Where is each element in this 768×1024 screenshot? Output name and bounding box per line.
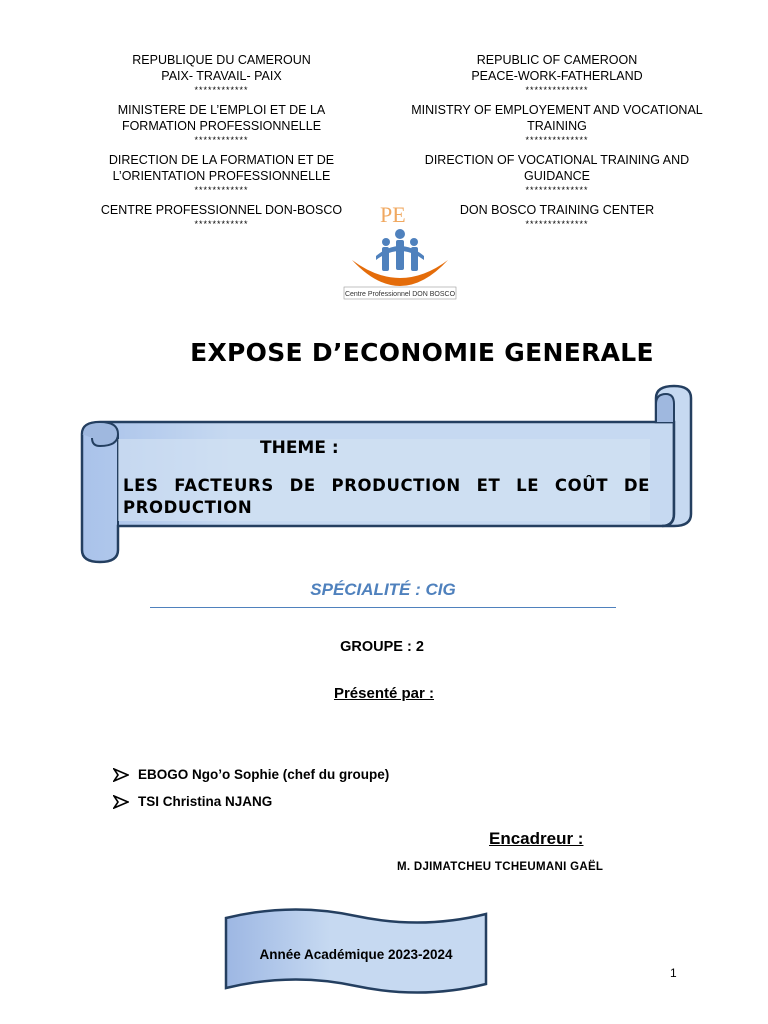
centre-en: DON BOSCO TRAINING CENTER <box>459 203 655 217</box>
centre-fr: CENTRE PROFESSIONNEL DON-BOSCO <box>100 203 343 217</box>
logo-letters: PE <box>380 202 406 227</box>
country-fr: REPUBLIQUE DU CAMEROUN <box>132 53 311 67</box>
specialite-heading: SPÉCIALITÉ : CIG <box>310 580 456 599</box>
page-number: 1 <box>670 966 677 980</box>
separator: ************ <box>194 135 249 145</box>
separator: ************ <box>194 185 249 195</box>
separator: ************ <box>194 219 249 229</box>
motto-fr: PAIX- TRAVAIL- PAIX <box>161 69 282 83</box>
logo-caption: Centre Professionnel DON BOSCO <box>344 291 456 298</box>
list-item <box>113 794 272 809</box>
country-en: REPUBLIC OF CAMEROON <box>476 53 638 67</box>
member-name: TSI Christina NJANG <box>138 794 273 809</box>
separator: ************ <box>194 85 249 95</box>
academic-year-text: Année Académique 2023-2024 <box>259 947 453 962</box>
separator: ************** <box>525 85 589 95</box>
theme-text: LES FACTEURS DE PRODUCTION ET LE COÛT DE PRODUCTION <box>123 476 650 517</box>
ministry-en: MINISTRY OF EMPLOYEMENT AND VOCATIONAL TRAINING <box>411 103 703 133</box>
ministry-fr: MINISTERE DE L’EMPLOI ET DE LA FORMATION PROFESSIONNELLE <box>117 103 326 133</box>
groupe-label: GROUPE : 2 <box>340 639 424 655</box>
don-bosco-logo <box>340 200 460 300</box>
motto-en: PEACE-WORK-FATHERLAND <box>471 69 643 83</box>
presente-par-label: Présenté par : <box>333 685 435 702</box>
arrow-bullet-icon <box>113 768 129 782</box>
people-icon <box>376 229 424 271</box>
specialite-underline <box>150 607 616 608</box>
encadreur-label: Encadreur : <box>489 829 584 848</box>
separator: ************** <box>525 135 589 145</box>
encadreur-name: M. DJIMATCHEU TCHEUMANI GAËL <box>397 861 604 873</box>
direction-en: DIRECTION OF VOCATIONAL TRAINING AND GUIDANCE <box>424 153 690 183</box>
header-left-column <box>100 52 343 236</box>
separator: ************** <box>525 219 589 229</box>
member-name: EBOGO Ngo’o Sophie (chef du groupe) <box>138 767 390 782</box>
separator: ************** <box>525 185 589 195</box>
list-item <box>113 767 389 782</box>
document-title: EXPOSE D’ECONOMIE GENERALE <box>190 338 654 367</box>
theme-label: THEME : <box>260 438 339 458</box>
arrow-bullet-icon <box>113 795 129 809</box>
direction-fr: DIRECTION DE LA FORMATION ET DE L’ORIENTATION PROFESSIONNELLE <box>108 153 335 183</box>
